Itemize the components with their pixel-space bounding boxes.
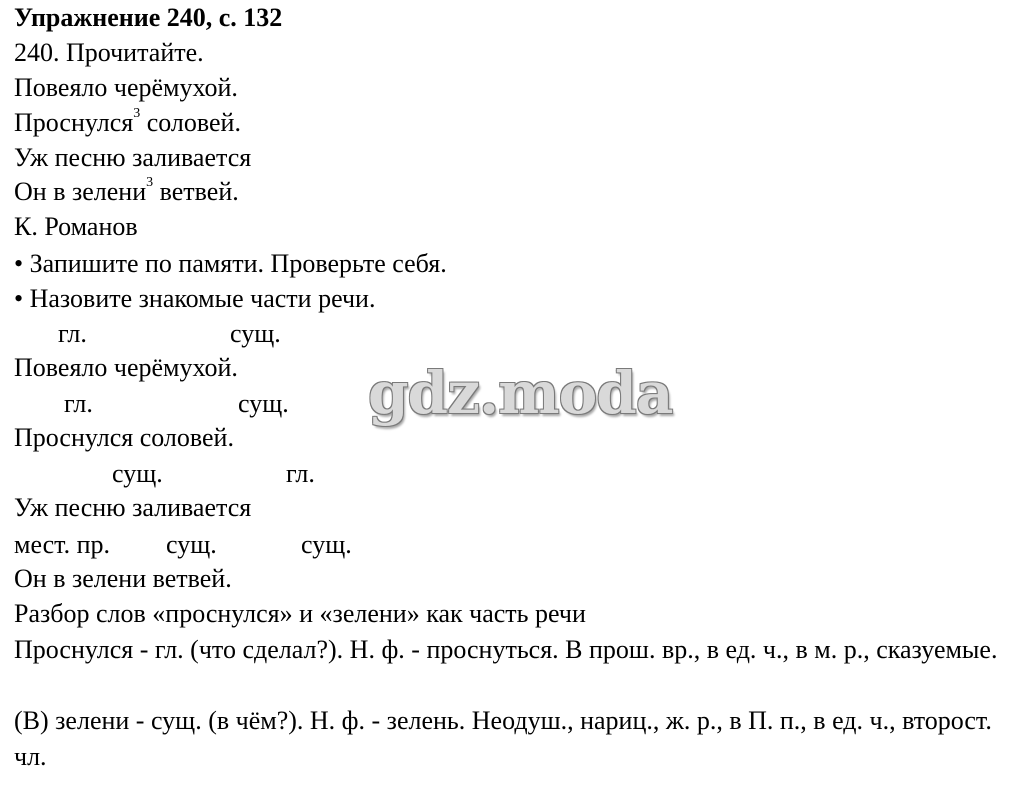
poem-line-2-rest: соловей.	[140, 108, 241, 137]
pos-label: сущ.	[301, 530, 352, 559]
analysis-line-2: Проснулся соловей.	[14, 423, 234, 452]
parse-heading: Разбор слов «проснулся» и «зелени» как часть речи	[14, 599, 586, 628]
pos-label: сущ.	[112, 459, 163, 488]
analysis-line-3: Уж песню заливается	[14, 493, 252, 522]
watermark-logo: gdz.moda	[368, 359, 673, 427]
poem-line-4-rest: ветвей.	[153, 177, 239, 206]
parse-item-2: (В) зелени - сущ. (в чём?). Н. ф. - зелень. Неодуш., нариц., ж. р., в П. п., в ед. ч., второст. чл.	[14, 706, 992, 771]
pos-label: мест. пр.	[14, 530, 111, 559]
task-intro: 240. Прочитайте.	[14, 38, 204, 67]
pos-label: гл.	[58, 319, 87, 348]
poem-line-2	[14, 105, 241, 141]
poem-line-1-text: Повеяло черёмухой.	[14, 73, 238, 102]
poem-line-4-text: Он в зелени	[14, 177, 147, 206]
poem-line-3-text: Уж песню заливается	[14, 143, 252, 172]
exercise-title: Упражнение 240, с. 132	[14, 3, 283, 32]
poem-line-2-superscript: 3	[133, 106, 141, 122]
bullet-parts-of-speech: • Назовите знакомые части речи.	[14, 284, 376, 313]
poem-line-1	[14, 70, 238, 106]
poem-line-4	[14, 174, 239, 210]
poem-author: К. Романов	[14, 212, 138, 241]
pos-label: гл.	[64, 389, 93, 418]
analysis-line-4: Он в зелени ветвей.	[14, 564, 232, 593]
parse-item-1: Проснулся - гл. (что сделал?). Н. ф. - проснуться. В прош. вр., в ед. ч., в м. р., сказуемые.	[14, 635, 998, 664]
pos-label: сущ.	[230, 319, 281, 348]
pos-label: гл.	[286, 459, 315, 488]
poem-line-3	[14, 140, 251, 176]
analysis-line-1: Повеяло черёмухой.	[14, 353, 238, 382]
poem-line-4-superscript: 3	[146, 175, 154, 191]
poem-line-2-text: Проснулся	[14, 108, 134, 137]
bullet-recall: • Запишите по памяти. Проверьте себя.	[14, 249, 447, 278]
pos-label: сущ.	[166, 530, 217, 559]
pos-label: сущ.	[238, 389, 289, 418]
